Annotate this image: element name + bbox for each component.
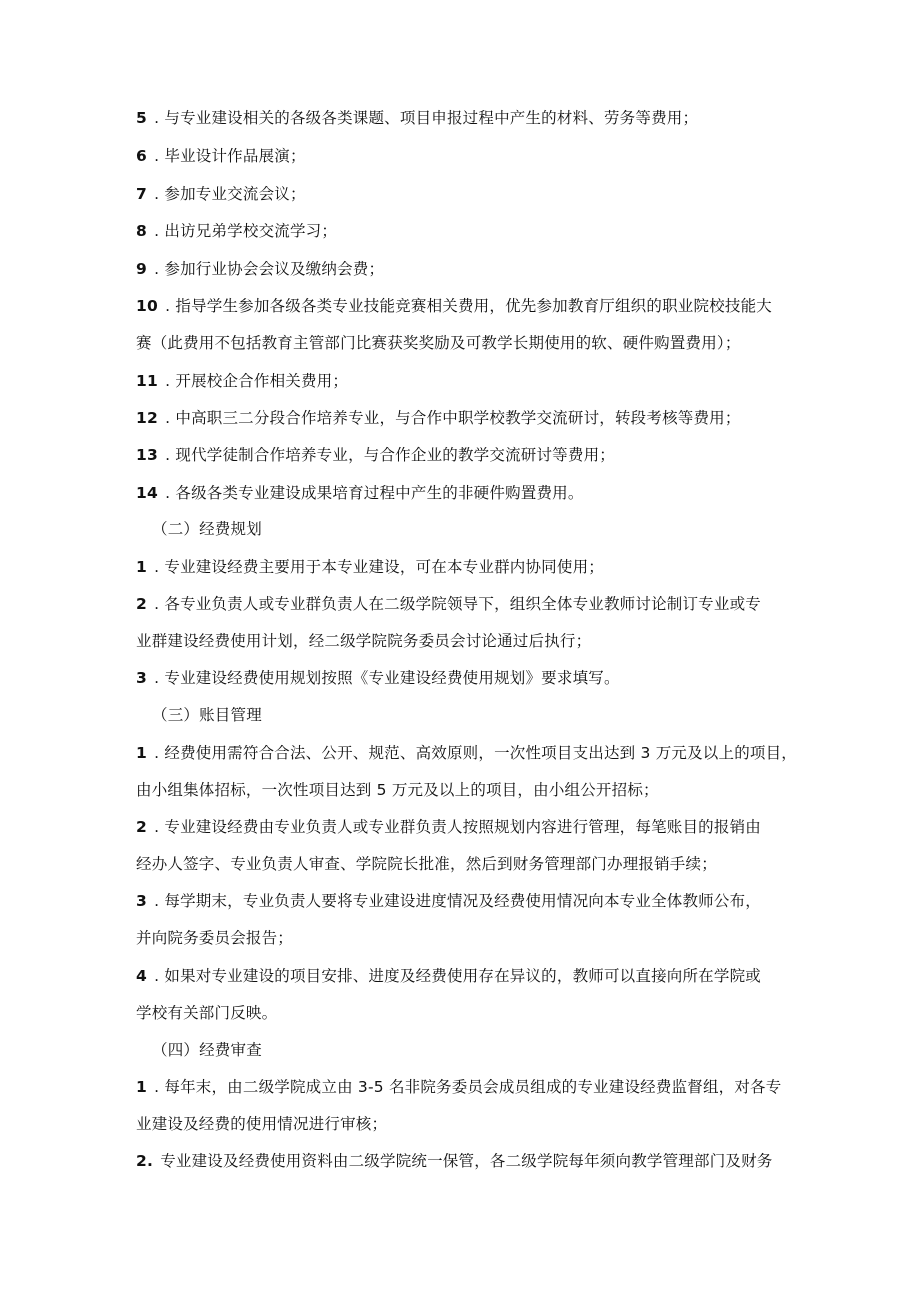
list-item-9 bbox=[136, 259, 826, 279]
item-number: 12 bbox=[136, 409, 158, 427]
paragraph-accounts-3-continuation: 并向院务委员会报告； bbox=[136, 929, 294, 947]
item-text: . 专业建设经费主要用于本专业建设，可在本专业群内协同使用； bbox=[149, 558, 604, 576]
paragraph-accounts-4 bbox=[136, 966, 826, 986]
list-item-8 bbox=[136, 221, 826, 241]
list-item-10-continuation: 赛（此费用不包括教育主管部门比赛获奖奖励及可教学长期使用的软、硬件购置费用）； bbox=[136, 334, 741, 352]
item-text: . 如果对专业建设的项目安排、进度及经费使用存在异议的，教师可以直接向所在学院或 bbox=[149, 967, 761, 985]
paragraph-accounts-2-continuation: 经办人签字、专业负责人审查、学院院长批准，然后到财务管理部门办理报销手续； bbox=[136, 855, 717, 873]
item-number: 5 bbox=[136, 109, 147, 127]
item-text: . 参加行业协会会议及缴纳会费； bbox=[149, 260, 385, 278]
item-number: 3 bbox=[136, 892, 147, 910]
list-item-12 bbox=[136, 408, 826, 428]
item-number: 7 bbox=[136, 185, 147, 203]
item-number: 6 bbox=[136, 147, 147, 165]
item-number: 10 bbox=[136, 297, 158, 315]
item-text: . 毕业设计作品展演； bbox=[149, 147, 306, 165]
paragraph-audit-2 bbox=[136, 1151, 826, 1171]
item-text: . 出访兄弟学校交流学习； bbox=[149, 222, 338, 240]
item-number: 8 bbox=[136, 222, 147, 240]
list-item-7 bbox=[136, 184, 826, 204]
section-heading-accounts: （三）账目管理 bbox=[152, 706, 262, 724]
item-number: 14 bbox=[136, 484, 158, 502]
paragraph-plan-3 bbox=[136, 668, 826, 688]
paragraph-accounts-3 bbox=[136, 891, 826, 911]
item-number: 9 bbox=[136, 260, 147, 278]
paragraph-accounts-2 bbox=[136, 817, 826, 837]
paragraph-accounts-1 bbox=[136, 743, 826, 763]
item-number: 11 bbox=[136, 372, 158, 390]
item-text: . 与专业建设相关的各级各类课题、项目申报过程中产生的材料、劳务等费用； bbox=[149, 109, 699, 127]
paragraph-plan-1 bbox=[136, 557, 826, 577]
item-text: . 经费使用需符合合法、公开、规范、高效原则，一次性项目支出达到 3 万元及以上的项目， bbox=[149, 744, 797, 762]
item-text: . 专业建设经费使用规划按照《专业建设经费使用规划》要求填写。 bbox=[149, 669, 620, 687]
item-text: . 各专业负责人或专业群负责人在二级学院领导下，组织全体专业教师讨论制订专业或专 bbox=[149, 595, 761, 613]
item-text: . 专业建设经费由专业负责人或专业群负责人按照规划内容进行管理，每笔账目的报销由 bbox=[149, 818, 761, 836]
item-text: . 参加专业交流会议； bbox=[149, 185, 306, 203]
paragraph-accounts-1-continuation: 由小组集体招标，一次性项目达到 5 万元及以上的项目，由小组公开招标； bbox=[136, 781, 659, 799]
item-number: 1 bbox=[136, 744, 147, 762]
item-text: . 中高职三二分段合作培养专业，与合作中职学校教学交流研讨，转段考核等费用； bbox=[159, 409, 741, 427]
paragraph-audit-1 bbox=[136, 1077, 826, 1097]
item-number: 3 bbox=[136, 669, 147, 687]
item-number: 2. bbox=[136, 1152, 154, 1170]
item-number: 4 bbox=[136, 967, 147, 985]
section-heading-audit: （四）经费审查 bbox=[152, 1041, 262, 1059]
paragraph-accounts-4-continuation: 学校有关部门反映。 bbox=[136, 1004, 278, 1022]
item-text: . 各级各类专业建设成果培育过程中产生的非硬件购置费用。 bbox=[159, 484, 584, 502]
item-text: . 开展校企合作相关费用； bbox=[159, 372, 349, 390]
paragraph-plan-2-continuation: 业群建设经费使用计划，经二级学院院务委员会讨论通过后执行； bbox=[136, 632, 592, 650]
item-text: . 每年末，由二级学院成立由 3-5 名非院务委员会成员组成的专业建设经费监督组，对各专 bbox=[149, 1078, 782, 1096]
item-number: 2 bbox=[136, 595, 147, 613]
item-text: 专业建设及经费使用资料由二级学院统一保管，各二级学院每年须向教学管理部门及财务 bbox=[155, 1152, 773, 1170]
item-number: 13 bbox=[136, 446, 158, 464]
item-text: . 指导学生参加各级各类专业技能竞赛相关费用，优先参加教育厅组织的职业院校技能大 bbox=[159, 297, 772, 315]
list-item-14 bbox=[136, 483, 826, 503]
section-heading-funding-plan: （二）经费规划 bbox=[152, 520, 262, 538]
item-text: . 每学期末，专业负责人要将专业建设进度情况及经费使用情况向本专业全体教师公布， bbox=[149, 892, 761, 910]
item-text: . 现代学徒制合作培养专业，与合作企业的教学交流研讨等费用； bbox=[159, 446, 615, 464]
item-number: 1 bbox=[136, 1078, 147, 1096]
list-item-10 bbox=[136, 296, 826, 316]
list-item-6 bbox=[136, 146, 826, 166]
list-item-5 bbox=[136, 108, 826, 128]
list-item-11 bbox=[136, 371, 826, 391]
paragraph-plan-2 bbox=[136, 594, 826, 614]
list-item-13 bbox=[136, 445, 826, 465]
item-number: 2 bbox=[136, 818, 147, 836]
paragraph-audit-1-continuation: 业建设及经费的使用情况进行审核； bbox=[136, 1115, 388, 1133]
item-number: 1 bbox=[136, 558, 147, 576]
